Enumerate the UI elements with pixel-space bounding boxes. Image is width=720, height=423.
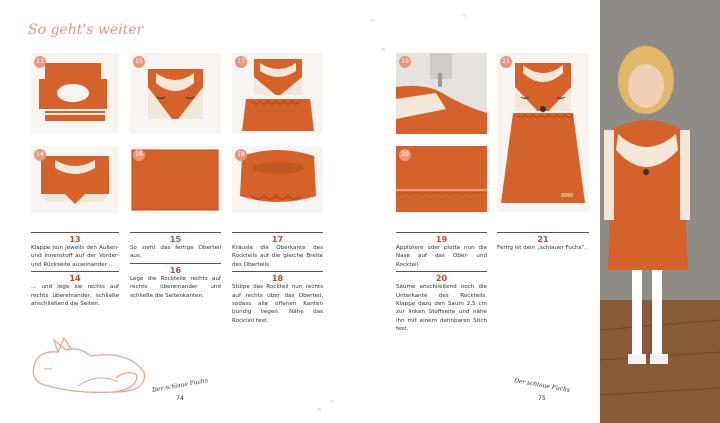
step-badge: 13 (34, 56, 46, 68)
step-number: 19 (435, 235, 448, 244)
page-number: 74 (176, 395, 184, 402)
photo-step-21 (497, 53, 589, 212)
step-text: Klappe nun jeweils den Außen- und Innenstoff auf der Vorder- und Rückseite auseinander ... (31, 245, 119, 268)
step-badge: 20 (399, 149, 411, 161)
step-column-1 (31, 232, 119, 308)
step-column-5 (497, 232, 589, 252)
girl-wearing-fox-dress-icon (600, 0, 720, 423)
rule (396, 271, 487, 272)
step-column-4 (396, 232, 487, 334)
decorative-dot (382, 48, 385, 51)
step-number: 17 (271, 235, 284, 244)
photo-step-14 (31, 146, 119, 213)
step-text: Säume anschließend noch die Unterkante des Rockteils. Klappe dazu den Saum 2,5 cm zur linken Stoffseite und nähe ihn mit einem dehnbaren Stich fest. (396, 284, 487, 333)
step-number: 14 (69, 274, 81, 284)
footer-book-title: Der schlaue Fuchs (151, 377, 209, 394)
step-text: Lege die Rockteile rechts auf rechts übereinander und schließe die Seitenkanten. (130, 275, 221, 299)
photo-step-13 (31, 53, 119, 134)
left-footer (150, 377, 210, 412)
photo-step-19 (396, 53, 487, 134)
step-number: 16 (169, 265, 182, 275)
step-text: So sieht das fertige Oberteil aus. (130, 245, 221, 260)
page-number: 75 (538, 395, 546, 402)
step-text: Fertig ist dein „schlauer Fuchs“. (497, 245, 587, 251)
rule (232, 271, 323, 272)
step-column-2 (130, 232, 221, 300)
rule (232, 232, 323, 233)
step-number: 20 (435, 274, 448, 284)
rule (31, 271, 119, 272)
step-badge: 18 (235, 149, 247, 161)
photo-step-18 (232, 146, 323, 213)
decorative-dot (463, 14, 466, 17)
step-text: Stülpe das Rockteil nun rechts auf rechts über das Oberteil, sodass alle offenen Kanten bündig liegen. Nähe das Rockteil fest. (232, 284, 323, 324)
step-badge: 21 (500, 56, 512, 68)
finished-dress-icon (497, 53, 589, 212)
step-badge: 17 (235, 56, 247, 68)
rule (396, 232, 487, 233)
footer-book-title: Der schlaue Fuchs (513, 377, 571, 394)
step-number: 21 (537, 235, 549, 244)
photo-step-16 (130, 146, 221, 213)
step-text: ... und lege sie rechts auf rechts übereinander, schließe anschließend die Seiten. (31, 284, 119, 308)
decorative-dot (318, 408, 321, 411)
rule (31, 232, 119, 233)
rule (130, 232, 221, 233)
step-number: 15 (169, 235, 182, 244)
girl-photo (600, 0, 720, 423)
rule (130, 263, 221, 264)
photo-step-17 (232, 53, 323, 134)
step-badge: 15 (133, 56, 145, 68)
right-footer (512, 377, 572, 412)
decorative-dot (371, 19, 374, 22)
step-text: Kräusle die Oberkante des Rockteils auf die gleiche Breite des Oberteils. (232, 245, 323, 268)
step-text: Appliziere oder plotte nun die Nase auf das Ober- und Rockteil. (396, 245, 487, 268)
rule (497, 232, 589, 233)
step-number: 18 (271, 274, 284, 284)
step-number: 13 (69, 235, 81, 244)
photo-step-15 (130, 53, 221, 134)
page-title: So geht's weiter (28, 22, 144, 38)
step-badge: 19 (399, 56, 411, 68)
decorative-dot (330, 400, 333, 403)
step-column-3 (232, 232, 323, 325)
step-badge: 14 (34, 149, 46, 161)
step-badge: 16 (133, 149, 145, 161)
sleeping-fox-icon (18, 330, 158, 400)
photo-step-20 (396, 146, 487, 212)
